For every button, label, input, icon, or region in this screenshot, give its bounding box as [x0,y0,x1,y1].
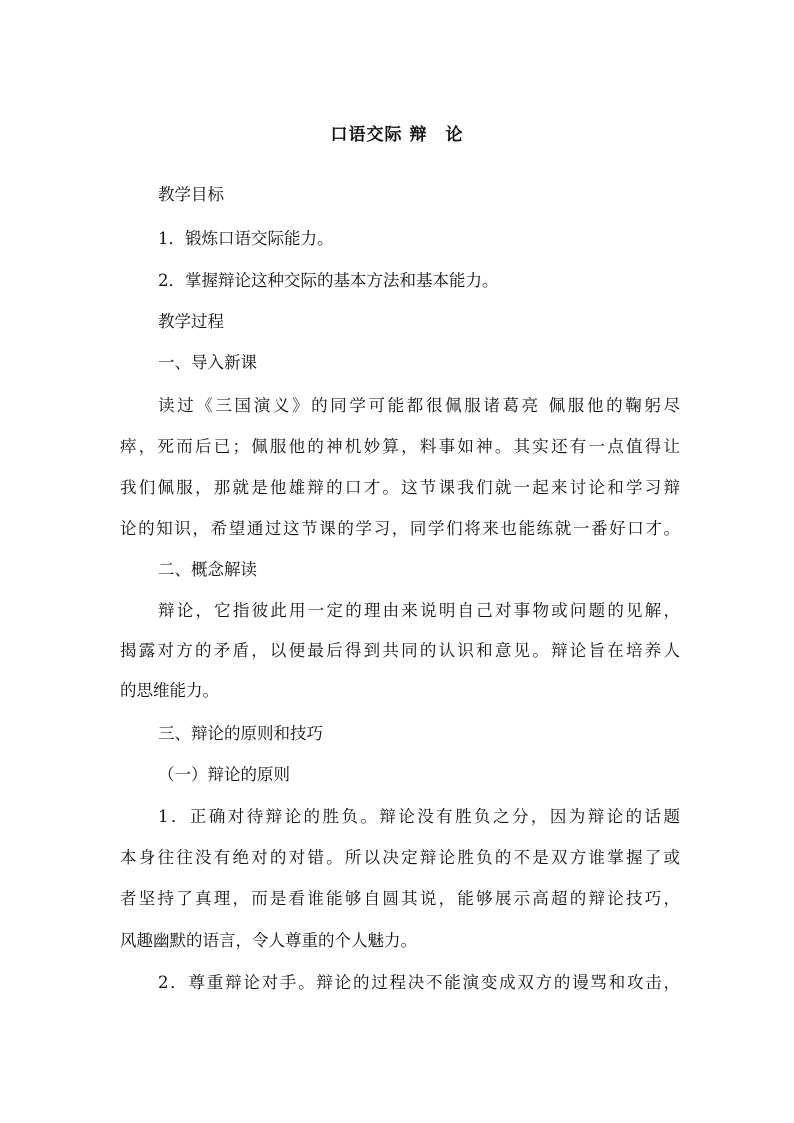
paragraph-line: 辩论，它指彼此用一定的理由来说明自己对事物或问题的见解， [158,601,680,620]
section-heading: 一、导入新课 [158,353,257,372]
paragraph-line: 风趣幽默的语言，令人尊重的个人魅力。 [120,931,417,950]
paragraph-line: 1．正确对待辩论的胜负。辩论没有胜负之分，因为辩论的话题 [158,807,680,826]
section-heading: 二、概念解读 [158,560,257,579]
paragraph-line: 论的知识，希望通过这节课的学习，同学们将来也能练就一番好口才。 [120,519,680,538]
objective-item: 2．掌握辩论这种交际的基本方法和基本能力。 [158,271,499,290]
section-heading: 教学过程 [158,312,224,331]
paragraph-line: 的思维能力。 [120,681,219,700]
paragraph-line: 瘁，死而后已；佩服他的神机妙算，料事如神。其实还有一点值得让 [120,437,680,456]
section-heading: 教学目标 [158,185,224,204]
paragraph-line: 本身往往没有绝对的对错。所以决定辩论胜负的不是双方谁掌握了或 [120,848,680,867]
paragraph-line: 者坚持了真理，而是看谁能够自圆其说，能够展示高超的辩论技巧， [120,889,680,908]
paragraph-line: 2．尊重辩论对手。辩论的过程决不能演变成双方的谩骂和攻击， [158,973,680,992]
paragraph-line: 读过《三国演义》的同学可能都很佩服诸葛亮 佩服他的鞠躬尽 [158,396,680,415]
section-heading: 三、辩论的原则和技巧 [158,724,323,743]
subsection-heading: （一）辩论的原则 [158,765,290,784]
paragraph-line: 揭露对方的矛盾，以便最后得到共同的认识和意见。辩论旨在培养人 [120,641,680,660]
paragraph-line: 我们佩服，那就是他雄辩的口才。这节课我们就一起来讨论和学习辩 [120,478,680,497]
document-title: 口语交际 辩 论 [330,125,464,145]
objective-item: 1．锻炼口语交际能力。 [158,229,334,248]
